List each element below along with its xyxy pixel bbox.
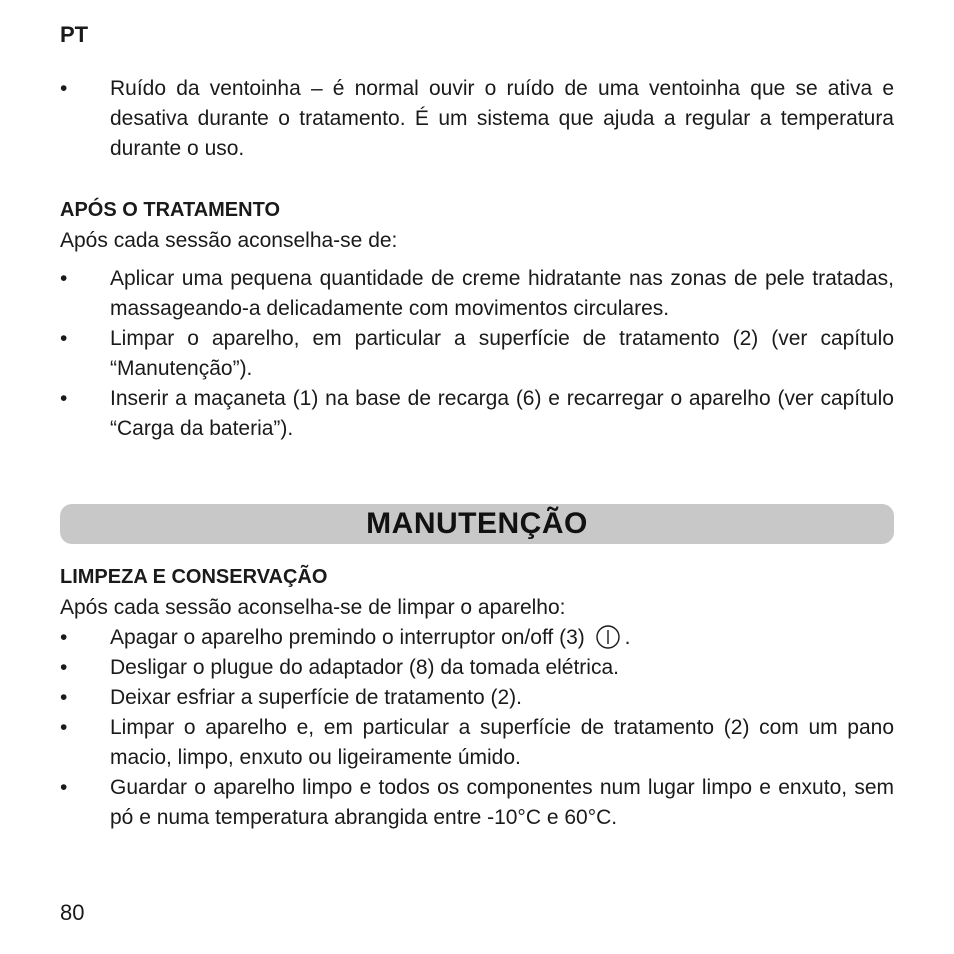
section-heading-cleaning: LIMPEZA E CONSERVAÇÃO bbox=[60, 566, 328, 588]
after-treatment-intro: Após cada sessão aconselha-se de: bbox=[60, 229, 398, 252]
bullet: • bbox=[60, 327, 68, 350]
section-banner-maintenance bbox=[60, 504, 894, 544]
bullet: • bbox=[60, 656, 68, 679]
bullet: • bbox=[60, 387, 68, 410]
bullet: • bbox=[60, 267, 68, 290]
bullet: • bbox=[60, 686, 68, 709]
bullet: • bbox=[60, 77, 68, 100]
after-treatment-list bbox=[60, 264, 894, 444]
list-item: • Limpar o aparelho e, em particular a superfície de tratamento (2) com um pano macio, limpo, enxuto ou ligeiramente úmido. bbox=[60, 713, 894, 773]
list-item: • Limpar o aparelho, em particular a superfície de tratamento (2) (ver capítulo “Manutenção”). bbox=[60, 324, 894, 384]
list-item: • Inserir a maçaneta (1) na base de recarga (6) e recarregar o aparelho (ver capítulo “Carga da bateria”). bbox=[60, 384, 894, 444]
list-item: • Guardar o aparelho limpo e todos os componentes num lugar limpo e enxuto, sem pó e numa temperatura abrangida entre -10°C e 60°C. bbox=[60, 773, 894, 833]
cleaning-list bbox=[60, 623, 894, 833]
bullet: • bbox=[60, 716, 68, 739]
list-item: • Desligar o plugue do adaptador (8) da tomada elétrica. bbox=[60, 653, 894, 683]
bullet: • bbox=[60, 626, 68, 649]
list-item: • Deixar esfriar a superfície de tratamento (2). bbox=[60, 683, 894, 713]
cleaning-intro: Após cada sessão aconselha-se de limpar o aparelho: bbox=[60, 596, 566, 619]
power-button-icon bbox=[595, 624, 621, 650]
list-item: • Ruído da ventoinha – é normal ouvir o ruído de uma ventoinha que se ativa e desativa durante o tratamento. É um sistema que ajuda a regular a temperatura durante o uso. bbox=[60, 74, 894, 164]
bullet: • bbox=[60, 776, 68, 799]
banner-title: MANUTENÇÃO bbox=[366, 507, 588, 540]
fan-noise-list bbox=[60, 74, 894, 164]
language-label: PT bbox=[60, 22, 89, 47]
page-number: 80 bbox=[60, 900, 85, 925]
list-item: • Aplicar uma pequena quantidade de creme hidratante nas zonas de pele tratadas, massageando-a delicadamente com movimentos circulares. bbox=[60, 264, 894, 324]
section-heading-after-treatment: APÓS O TRATAMENTO bbox=[60, 199, 280, 221]
list-item: • Apagar o aparelho premindo o interruptor on/off (3) . bbox=[60, 623, 894, 653]
